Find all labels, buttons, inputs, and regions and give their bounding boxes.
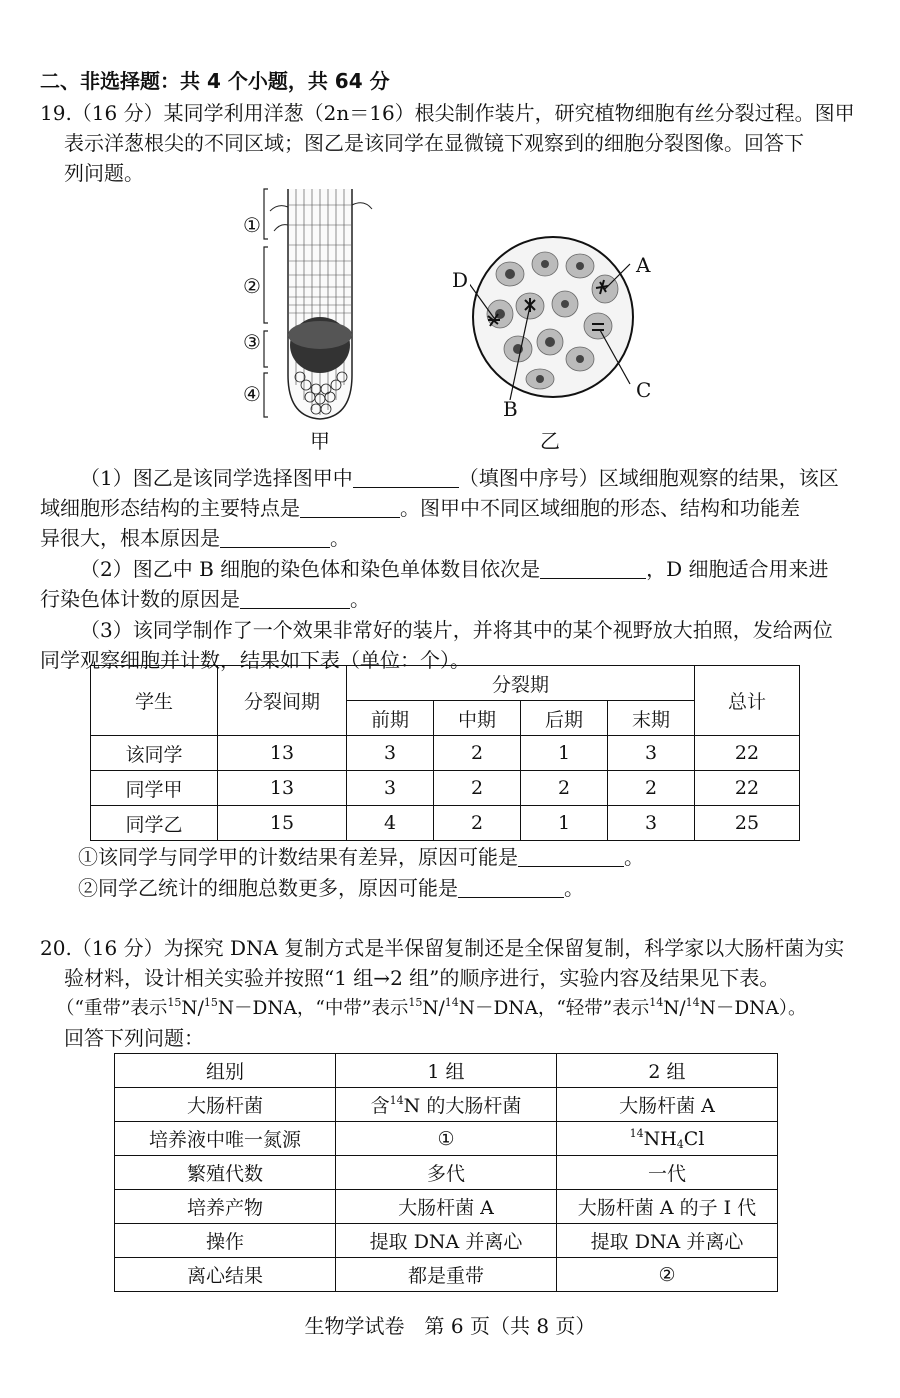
cell: 2 组: [557, 1054, 778, 1088]
table-row: [91, 736, 800, 771]
q19-sub2-line1: （2）图乙中 B 细胞的染色体和染色单体数目依次是 ，D 细胞适合用来进: [80, 557, 829, 581]
header-interphase: 分裂间期: [218, 666, 347, 736]
header-division: 分裂期: [347, 666, 695, 701]
cell: 2: [434, 771, 521, 806]
q20-stem-line1: 20.（16 分）为探究 DNA 复制方式是半保留复制还是全保留复制，科学家以大肠杆菌为实: [40, 936, 845, 960]
q19-sub2-line2: 行染色体计数的原因是 。: [40, 587, 370, 611]
cell: 繁殖代数: [115, 1156, 336, 1190]
cell: 多代: [336, 1156, 557, 1190]
region-label-2: ②: [243, 274, 261, 298]
region-label-3: ③: [243, 330, 261, 354]
table-row: [91, 771, 800, 806]
cell-label-c: C: [636, 378, 652, 402]
answer-blank[interactable]: [240, 588, 350, 609]
table-row: [115, 1224, 778, 1258]
region-label-4: ④: [243, 382, 261, 406]
cell: 2: [434, 736, 521, 771]
q20-stem-line3: （“重带”表示$^{15}$N/$^{15}$N－DNA，“中带”表示$^{15}$N/$^{14}$N－DNA，“轻带”表示$^{14}$N/$^{14}$N－DNA）。: [56, 996, 807, 1019]
q19-stem-line3: 列问题。: [64, 161, 144, 185]
answer-blank[interactable]: [540, 558, 646, 579]
table-row: [91, 806, 800, 841]
cell: 3: [608, 806, 695, 841]
cell: 大肠杆菌 A 的子 I 代: [557, 1190, 778, 1224]
cell: 提取 DNA 并离心: [557, 1224, 778, 1258]
cell: 含$^{14}$N 的大肠杆菌: [336, 1088, 557, 1122]
cell: $^{14}NH_4Cl$: [557, 1122, 778, 1156]
cell: 1 组: [336, 1054, 557, 1088]
answer-blank[interactable]: [353, 467, 459, 488]
cell: 2: [521, 771, 608, 806]
table-row: [115, 1190, 778, 1224]
cell: 2: [608, 771, 695, 806]
cell: 一代: [557, 1156, 778, 1190]
figure-jia-caption: 甲: [310, 429, 330, 453]
header-phase: 前期: [347, 701, 434, 736]
region-label-1: ①: [243, 213, 261, 237]
cell: 该同学: [91, 736, 218, 771]
header-total: 总计: [695, 666, 800, 736]
cell: 22: [695, 771, 800, 806]
page-footer: 生物学试卷 第 6 页（共 8 页）: [304, 1314, 596, 1338]
cell: 大肠杆菌 A: [557, 1088, 778, 1122]
table-row: [115, 1088, 778, 1122]
q19-sub3-question-b: ②同学乙统计的细胞总数更多，原因可能是 。: [78, 876, 584, 900]
cell: 3: [347, 736, 434, 771]
cell: 13: [218, 771, 347, 806]
header-phase: 中期: [434, 701, 521, 736]
cell: 操作: [115, 1224, 336, 1258]
cell: ①: [336, 1122, 557, 1156]
figure-yi-microscope-view: [470, 234, 636, 400]
table-row: [115, 1122, 778, 1156]
header-phase: 末期: [608, 701, 695, 736]
cell: ②: [557, 1258, 778, 1292]
cell: 组别: [115, 1054, 336, 1088]
cell: 1: [521, 736, 608, 771]
cell: 培养产物: [115, 1190, 336, 1224]
cell: 都是重带: [336, 1258, 557, 1292]
section-title: 二、非选择题：共 4 个小题，共 64 分: [40, 69, 390, 93]
answer-blank[interactable]: [458, 877, 564, 898]
cell-label-d: D: [452, 268, 469, 292]
answer-blank[interactable]: [220, 527, 330, 548]
cell: 2: [434, 806, 521, 841]
q19-sub1-line2: 域细胞形态结构的主要特点是 。图甲中不同区域细胞的形态、结构和功能差: [40, 496, 800, 520]
cell-count-table: [90, 665, 800, 841]
experiment-table: [114, 1053, 778, 1292]
q19-sub3-line1: （3）该同学制作了一个效果非常好的装片，并将其中的某个视野放大拍照，发给两位: [80, 618, 833, 642]
cell: 22: [695, 736, 800, 771]
q19-stem-line2: 表示洋葱根尖的不同区域；图乙是该同学在显微镜下观察到的细胞分裂图像。回答下: [64, 131, 804, 155]
table-row: [115, 1054, 778, 1088]
q20-stem-line4: 回答下列问题：: [64, 1026, 204, 1050]
cell-label-a: A: [636, 253, 651, 277]
cell: 同学乙: [91, 806, 218, 841]
q20-stem-line2: 验材料，设计相关实验并按照“1 组→2 组”的顺序进行，实验内容及结果见下表。: [64, 966, 780, 990]
cell: 25: [695, 806, 800, 841]
cell: 提取 DNA 并离心: [336, 1224, 557, 1258]
header-phase: 后期: [521, 701, 608, 736]
q19-sub1-line3: 异很大，根本原因是 。: [40, 526, 350, 550]
table-row: [115, 1156, 778, 1190]
answer-blank[interactable]: [518, 846, 624, 867]
cell: 15: [218, 806, 347, 841]
cell: 3: [347, 771, 434, 806]
cell: 3: [608, 736, 695, 771]
cell: 1: [521, 806, 608, 841]
cell: 4: [347, 806, 434, 841]
cell: 离心结果: [115, 1258, 336, 1292]
cell: 13: [218, 736, 347, 771]
q19-sub3-question-a: ①该同学与同学甲的计数结果有差异，原因可能是 。: [78, 845, 644, 869]
answer-blank[interactable]: [300, 497, 400, 518]
cell: 培养液中唯一氮源: [115, 1122, 336, 1156]
q19-sub3-line2: 同学观察细胞并计数，结果如下表（单位：个）。: [40, 648, 470, 672]
cell: 大肠杆菌: [115, 1088, 336, 1122]
cell: 大肠杆菌 A: [336, 1190, 557, 1224]
table-row: [115, 1258, 778, 1292]
q19-sub1-line1: （1）图乙是该同学选择图甲中 （填图中序号）区域细胞观察的结果，该区: [80, 466, 839, 490]
figure-yi-caption: 乙: [540, 429, 560, 453]
cell: 同学甲: [91, 771, 218, 806]
q19-stem-line1: 19.（16 分）某同学利用洋葱（2n＝16）根尖制作装片，研究植物细胞有丝分裂过程。图甲: [40, 101, 855, 125]
cell-label-b: B: [503, 397, 518, 421]
header-student: 学生: [91, 666, 218, 736]
